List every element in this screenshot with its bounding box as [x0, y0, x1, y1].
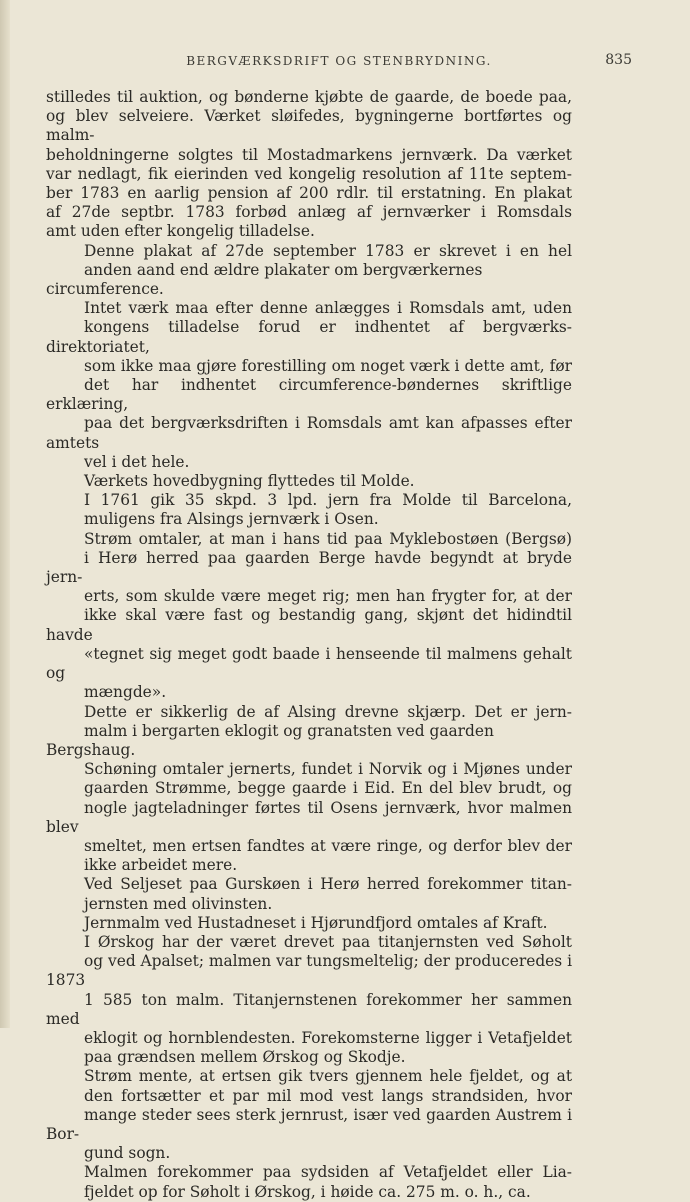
- text-line: «tegnet sig meget godt baade i henseende til malmens gehalt og: [46, 644, 572, 683]
- text-line: erts, som skulde være meget rig; men han frygter for, at der: [84, 587, 572, 606]
- paragraph: [46, 242, 572, 300]
- text-line: jernsten med olivinsten.: [84, 894, 273, 913]
- text-line: Ved Seljeset paa Gurskøen i Herø herred forekommer titan-: [84, 875, 572, 894]
- text-line: og ved Apalset; malmen var tungsmeltelig; der produceredes i 1873: [46, 952, 572, 990]
- paragraph: [46, 88, 572, 242]
- text-line: anden aand end ældre plakater om bergværkernes circumference.: [46, 260, 483, 299]
- text-line: Denne plakat af 27de september 1783 er skrevet i en hel: [84, 241, 572, 260]
- text-line: 1 585 ton malm. Titanjernstenen forekommer her sammen med: [46, 990, 572, 1028]
- text-line: beholdningerne solgtes til Mostadmarkens jernværk. Da værket: [46, 145, 572, 164]
- text-line: eklogit og hornblendesten. Forekomsterne ligger i Vetafjeldet: [84, 1028, 572, 1047]
- paragraph: [46, 875, 572, 913]
- text-line: ikke arbeidet mere.: [84, 856, 238, 875]
- paragraph: [46, 299, 572, 472]
- text-line: ikke skal være fast og bestandig gang, skjønt det hidindtil havde: [46, 606, 572, 644]
- text-line: og blev selveiere. Værket sløifedes, bygningerne bortførtes og malm-: [46, 107, 572, 145]
- text-line: gund sogn.: [84, 1144, 171, 1163]
- paragraph: [46, 1163, 572, 1201]
- paragraph: [46, 472, 572, 491]
- text-line: Strøm mente, at ertsen gik tvers gjennem hele fjeldet, og at: [84, 1067, 572, 1086]
- text-line: paa det bergværksdriften i Romsdals amt kan afpasses efter amtets: [46, 414, 572, 452]
- text-line: I Ørskog har der været drevet paa titanjernsten ved Søholt: [84, 932, 572, 951]
- text-line: Jernmalm ved Hustadneset i Hjørundfjord omtales af Kraft.: [84, 913, 548, 932]
- text-line: var nedlagt, fik eierinden ved kongelig resolution af 11te septem-: [46, 164, 572, 183]
- text-line: ber 1783 en aarlig pension af 200 rdlr. til erstatning. En plakat: [46, 184, 572, 203]
- text-line: stilledes til auktion, og bønderne kjøbte de gaarde, de boede paa,: [46, 88, 572, 106]
- page-binding-edge: [0, 0, 10, 1028]
- text-line: af 27de septbr. 1783 forbød anlæg af jernværker i Romsdals: [46, 203, 572, 222]
- text-line: malm i bergarten eklogit og granatsten ved gaarden Bergshaug.: [46, 721, 494, 759]
- text-line: som ikke maa gjøre forestilling om noget værk i dette amt, før: [84, 356, 572, 375]
- paragraph: [46, 530, 572, 703]
- text-line: Værkets hovedbygning flyttedes til Molde.: [84, 472, 415, 491]
- page-header: [46, 50, 632, 74]
- text-line: fjeldet op for Søholt i Ørskog, i høide ca. 275 m. o. h., ca.: [84, 1182, 531, 1201]
- text-line: kongens tilladelse forud er indhentet af bergværks-direktoriatet,: [46, 318, 572, 356]
- text-line: gaarden Strømme, begge gaarde i Eid. En del blev brudt, og: [84, 779, 572, 798]
- paragraph: [46, 933, 572, 1067]
- page-number: 835: [605, 52, 632, 68]
- paragraph: [46, 491, 572, 529]
- text-line: amt uden efter kongelig tilladelse.: [46, 222, 315, 241]
- running-head: BERGVÆRKSDRIFT OG STENBRYDNING.: [186, 54, 492, 68]
- text-line: vel i det hele.: [84, 452, 190, 471]
- text-line: Dette er sikkerlig de af Alsing drevne skjærp. Det er jern-: [84, 702, 572, 721]
- text-line: det har indhentet circumference-bøndernes skriftlige erklæring,: [46, 376, 572, 414]
- body-text: [46, 88, 572, 1202]
- text-line: smeltet, men ertsen fandtes at være ringe, og derfor blev der: [84, 836, 572, 855]
- text-line: den fortsætter et par mil mod vest langs strandsiden, hvor: [84, 1086, 572, 1105]
- text-line: mængde».: [84, 683, 167, 702]
- text-line: nogle jagteladninger førtes til Osens jernværk, hvor malmen blev: [46, 798, 572, 836]
- text-line: I 1761 gik 35 skpd. 3 lpd. jern fra Molde til Barcelona,: [84, 491, 572, 510]
- text-line: mange steder sees sterk jernrust, især ved gaarden Austrem i Bor-: [46, 1105, 572, 1143]
- text-line: Intet værk maa efter denne anlægges i Romsdals amt, uden: [84, 299, 572, 318]
- paragraph: [46, 760, 572, 875]
- paragraph: [46, 703, 572, 761]
- text-line: Malmen forekommer paa sydsiden af Vetafjeldet eller Lia-: [84, 1163, 572, 1182]
- paragraph: [46, 914, 572, 933]
- paragraph: [46, 1067, 572, 1163]
- text-line: paa grændsen mellem Ørskog og Skodje.: [84, 1048, 406, 1067]
- text-line: Strøm omtaler, at man i hans tid paa Myklebostøen (Bergsø): [84, 529, 572, 548]
- text-line: muligens fra Alsings jernværk i Osen.: [84, 510, 379, 529]
- text-line: i Herø herred paa gaarden Berge havde begyndt at bryde jern-: [46, 548, 572, 587]
- text-line: Schøning omtaler jernerts, fundet i Norvik og i Mjønes under: [84, 760, 572, 779]
